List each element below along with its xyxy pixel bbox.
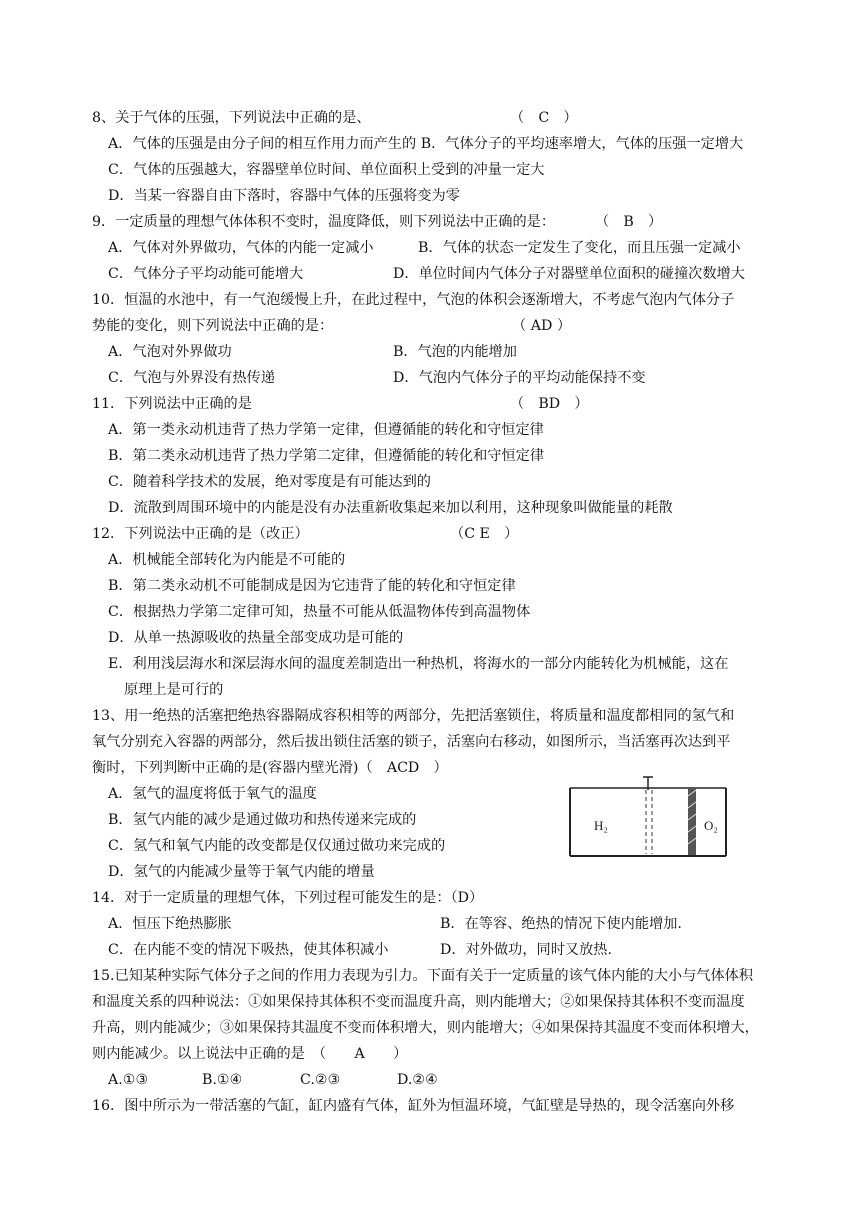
q16-line1: 16．图中所示为一带活塞的气缸，缸内盛有气体，缸外为恒温环境，气缸壁是导热的，现令活塞向外移	[92, 1098, 735, 1114]
q11-option-b: B．第二类永动机违背了热力学第二定律，但遵循能的转化和守恒定律	[108, 448, 545, 464]
q14-option-c: C．在内能不变的情况下吸热，使其体积减小	[108, 942, 389, 958]
q11-stem: 11．下列说法中正确的是	[92, 396, 252, 412]
q10-option-a: A．气泡对外界做功	[108, 344, 232, 360]
q14-option-a: A．恒压下绝热膨胀	[108, 916, 232, 932]
q10-answer: （ AD ）	[512, 318, 572, 334]
q15-line1: 15.已知某种实际气体分子之间的作用力表现为引力。下面有关于一定质量的该气体内能的大小与气体体积	[92, 968, 754, 984]
q13-stem-line2: 氧气分别充入容器的两部分，然后拔出锁住活塞的锁子，活塞向右移动，如图所示，当活塞再次达到平	[92, 734, 731, 750]
q15-line2: 和温度关系的四种说法：①如果保持其体积不变而温度升高，则内能增大；②如果保持其体积不变而温度	[92, 994, 745, 1010]
q10-stem-line1: 10．恒温的水池中，有一气泡缓慢上升，在此过程中，气泡的体积会逐渐增大，不考虑气泡内气体分子	[92, 292, 735, 308]
q12-option-a: A．机械能全部转化为内能是不可能的	[108, 552, 346, 568]
q13-option-d: D．氢气的内能减少量等于氧气内能的增量	[108, 864, 375, 880]
q10-option-d: D．气泡内气体分子的平均动能保持不变	[393, 370, 646, 386]
q11-option-a: A．第一类永动机违背了热力学第一定律，但遵循能的转化和守恒定律	[108, 422, 544, 438]
q9-answer: （ B ）	[595, 214, 663, 230]
figure-label-oxygen: O₂	[704, 818, 718, 833]
q13-option-a: A．氢气的温度将低于氧气的温度	[108, 786, 317, 802]
q10-option-b: B．气泡的内能增加	[393, 344, 517, 360]
q15-option-d: D.②④	[397, 1072, 438, 1088]
q15-line3: 升高，则内能减少；③如果保持其温度不变而体积增大，则内能增大；④如果保持其温度不变而体积增大，	[92, 1020, 759, 1036]
q12-option-c: C．根据热力学第二定律可知，热量不可能从低温物体传到高温物体	[108, 604, 531, 620]
q15-line4: 则内能减少。以上说法中正确的是 （ A ）	[92, 1046, 408, 1062]
q14-option-d: D．对外做功，同时又放热.	[440, 942, 612, 958]
q13-option-b: B．氢气内能的减少是通过做功和热传递来完成的	[108, 812, 417, 828]
q12-option-e-cont: 原理上是可行的	[124, 682, 224, 698]
q9-stem: 9．一定质量的理想气体体积不变时，温度降低，则下列说法中正确的是：	[92, 214, 556, 230]
q12-option-b: B．第二类永动机不可能制成是因为它违背了能的转化和守恒定律	[108, 578, 516, 594]
q9-option-d: D．单位时间内气体分子对器壁单位面积的碰撞次数增大	[393, 266, 745, 282]
q12-option-d: D．从单一热源吸收的热量全部变成功是可能的	[108, 630, 404, 646]
q8-answer: （ C ）	[510, 110, 578, 126]
q10-stem-line2: 势能的变化，则下列说法中正确的是：	[92, 318, 334, 334]
q15-option-a: A.①③	[108, 1072, 149, 1088]
q9-option-a: A．气体对外界做功，气体的内能一定减小	[108, 240, 374, 256]
q8-option-c: C．气体的压强越大，容器壁单位时间、单位面积上受到的冲量一定大	[108, 162, 545, 178]
container-piston-figure	[568, 774, 728, 858]
q13-stem-line3: 衡时，下列判断中正确的是(容器内壁光滑)（ ACD ）	[92, 760, 448, 776]
q14-option-b: B．在等容、绝热的情况下使内能增加.	[440, 916, 682, 932]
q11-option-d: D．流散到周围环境中的内能是没有办法重新收集起来加以利用，这种现象叫做能量的耗散	[108, 500, 673, 516]
q8-stem: 8、关于气体的压强，下列说法中正确的是、	[92, 110, 371, 126]
q11-answer: （ BD ）	[510, 396, 589, 412]
q8-option-ab: A．气体的压强是由分子间的相互作用力而产生的 B．气体分子的平均速率增大，气体的压强一定增大	[108, 136, 744, 152]
q14-stem: 14．对于一定质量的理想气体，下列过程可能发生的是：（D）	[92, 890, 484, 906]
q9-option-b: B．气体的状态一定发生了变化，而且压强一定减小	[418, 240, 741, 256]
q11-option-c: C．随着科学技术的发展，绝对零度是有可能达到的	[108, 474, 431, 490]
q9-option-c: C．气体分子平均动能可能增大	[108, 266, 304, 282]
q13-option-c: C．氢气和氧气内能的改变都是仅仅通过做功来完成的	[108, 838, 446, 854]
figure-label-hydrogen: H₂	[594, 818, 608, 833]
q13-stem-line1: 13、用一绝热的活塞把绝热容器隔成容积相等的两部分，先把活塞锁住，将质量和温度都相同的氢气和	[92, 708, 735, 724]
q10-option-c: C．气泡与外界没有热传递	[108, 370, 275, 386]
q12-answer: （C E ）	[450, 526, 519, 542]
q12-stem: 12．下列说法中正确的是（改正）	[92, 526, 309, 542]
q8-option-d: D．当某一容器自由下落时，容器中气体的压强将变为零	[108, 188, 460, 204]
q12-option-e: E．利用浅层海水和深层海水间的温度差制造出一种热机，将海水的一部分内能转化为机械能，这在	[108, 656, 729, 672]
q15-option-c: C.②③	[300, 1072, 341, 1088]
q15-option-b: B.①④	[202, 1072, 243, 1088]
